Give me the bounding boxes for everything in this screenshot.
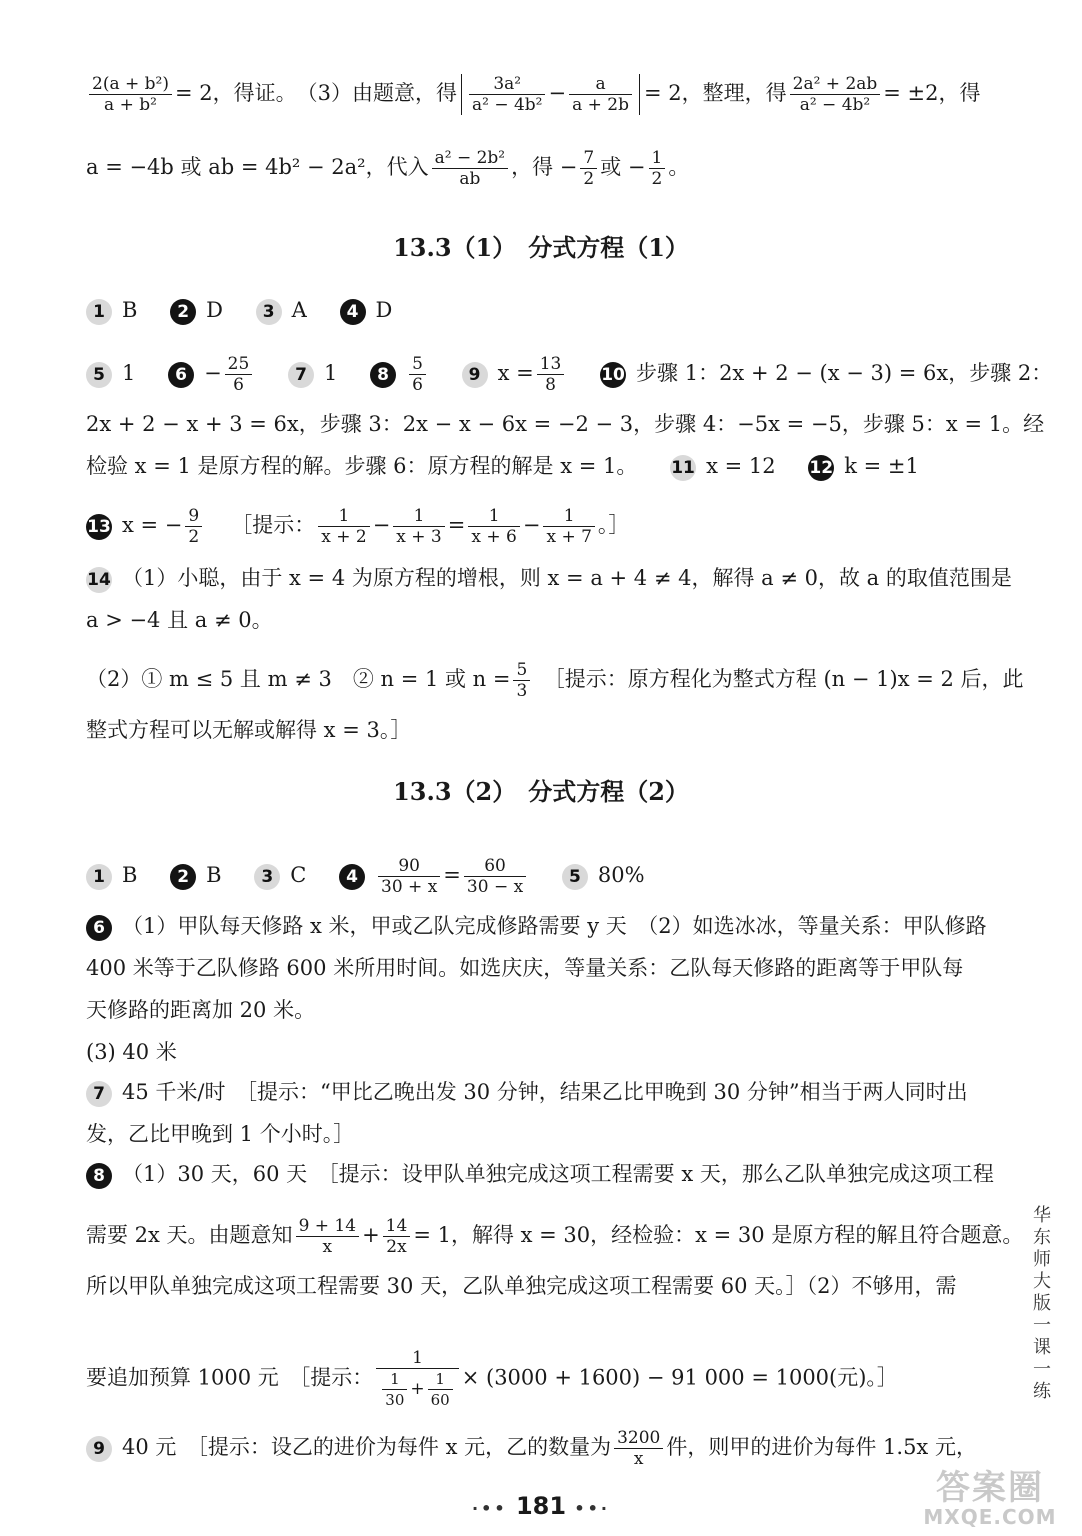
q14-line-3: （2）① m ≤ 5 且 m ≠ 3 ② n = 1 或 n = $\frac{5}{3}$ ［提示：原方程化为整式方程 (n − 1)x = 2 后，此: [86, 660, 1024, 701]
page-number: ·•• 181 ••·: [472, 1492, 610, 1520]
q8-line-3: 所以甲队单独完成这项工程需要 30 天，乙队单独完成这项工程需要 60 天。］（2）不够用，需: [86, 1274, 957, 1298]
complex-fraction: 1 $\frac{1}{30}$ + $\frac{1}{60}$: [376, 1348, 458, 1410]
side-book-label: 华东师大版一课一练: [1033, 1205, 1051, 1402]
fraction: $\frac{\text{2(a + b²)}}{\text{a + b²}}$: [89, 74, 172, 115]
question-badge: 2: [170, 299, 196, 325]
q8-line-4: 要追加预算 1000 元 ［提示： 1 $\frac{1}{30}$ + $\frac{1}{60}$ × (3000 + 1600) − 91 000 = 1000(元)。］: [86, 1348, 898, 1409]
question-badge: 9: [462, 362, 488, 388]
question-badge: 9: [86, 1436, 112, 1462]
question-badge: 13: [86, 514, 112, 540]
section-title-13-3-1: 13.3（1） 分式方程（1）: [393, 233, 689, 262]
q7-line-2: 发，乙比甲晚到 1 个小时。］: [86, 1122, 355, 1146]
top-line-1: $\frac{\text{2(a + b²)}}{\text{a + b²}}$ = 2，得证。 （3）由题意，得 $\frac{\text{3a²}}{\text{a² − 4b²}}$ − $\frac{a}{a + 2b}$ = 2，整理，得 $\frac{\text{2a² + 2ab}}{\text{a² − 4b²}}$ = ±2，得: [86, 74, 1002, 115]
q9-line: 9 40 元 ［提示：设乙的进价为每件 x 元，乙的数量为 $\frac{3200}{x}$ 件，则甲的进价为每件 1.5x 元，: [86, 1428, 1002, 1469]
q14-line-1: 14 （1）小聪，由于 x = 4 为原方程的增根，则 x = a + 4 ≠ 4，解得 a ≠ 0，故 a 的取值范围是: [86, 564, 1002, 593]
section-title-13-3-2: 13.3（2） 分式方程（2）: [393, 777, 689, 806]
q13-line: 13 x = − $\frac{9}{2}$ ［提示： $\frac{1}{x + 2}$ − $\frac{1}{x + 3}$ = $\frac{1}{x + 6}$ − $\frac{1}{x + 7}$ 。］: [87, 506, 630, 547]
question-badge: 14: [86, 567, 112, 593]
absolute-value: $\frac{\text{3a²}}{\text{a² − 4b²}}$ − $\frac{a}{a + 2b}$: [461, 74, 640, 115]
q14-line-2: a > −4 且 a ≠ 0。: [86, 608, 273, 632]
question-badge: 8: [86, 1163, 112, 1189]
q6-line-1: 6 （1）甲队每天修路 x 米，甲或乙队完成修路需要 y 天 （2）如选冰冰，等量关系：甲队修路: [86, 912, 1002, 941]
dots-left: ·••: [472, 1499, 508, 1518]
top-line-2: a = −4b 或 ab = 4b² − 2a²，代入 $\frac{\text{a² − 2b²}}{ab}$ ，得 − $\frac{7}{2}$ 或 − $\frac{1}{2}$ 。: [86, 148, 690, 189]
question-badge: 8: [370, 362, 396, 388]
q14-line-4: 整式方程可以无解或解得 x = 3。］: [86, 718, 412, 742]
question-badge: 1: [86, 864, 112, 890]
question-badge: 4: [339, 864, 365, 890]
answer-row-1-5: 1 B 2 B 3 C 4 $\frac{90}{30 + x}$ = $\frac{60}{30 - x}$ 5 80%: [86, 856, 1002, 897]
question-badge: 10: [600, 362, 626, 388]
question-badge: 11: [670, 455, 696, 481]
q6-line-3: 天修路的距离加 20 米。: [86, 998, 316, 1022]
question-badge: 7: [86, 1081, 112, 1107]
q8-line-1: 8 （1）30 天，60 天 ［提示：设甲队单独完成这项工程需要 x 天，那么乙队单独完成这项工程: [86, 1160, 1002, 1189]
q10-line-2: 2x + 2 − x + 3 = 6x，步骤 3：2x − x − 6x = −2 − 3，步骤 4：−5x = −5，步骤 5：x = 1。经: [86, 412, 1045, 436]
q8-line-2: 需要 2x 天。由题意知 $\frac{9 + 14}{x}$ + $\frac{14}{2x}$ = 1，解得 x = 30，经检验：x = 30 是原方程的解且符合题意。: [86, 1216, 1024, 1257]
q10-line-3: 检验 x = 1 是原方程的解。步骤 6：原方程的解是 x = 1。 11 x = 12 12 k = ±1: [86, 452, 1002, 481]
watermark-logo: 答案圈 MXQE.COM: [923, 1468, 1057, 1529]
q6-line-2: 400 米等于乙队修路 600 米所用时间。如选庆庆，等量关系：乙队每天修路的距离等于甲队每: [86, 956, 964, 980]
question-badge: 4: [340, 299, 366, 325]
question-badge: 3: [256, 299, 282, 325]
question-badge: 5: [562, 864, 588, 890]
dots-right: ••·: [574, 1499, 610, 1518]
answer-row-5-10: 5 1 6 − $\frac{25}{6}$ 7 1 8 $\frac{5}{6}$ 9 x = $\frac{13}{8}$ 10 步骤 1：2x + 2 − (x − 3) = 6x，步骤 2：: [86, 354, 1002, 395]
question-badge: 6: [86, 915, 112, 941]
question-badge: 5: [86, 362, 112, 388]
question-badge: 1: [86, 299, 112, 325]
q7-line-1: 7 45 千米/时 ［提示：“甲比乙晚出发 30 分钟，结果乙比甲晚到 30 分钟”相当于两人同时出: [86, 1078, 1002, 1107]
question-badge: 3: [254, 864, 280, 890]
question-badge: 12: [808, 455, 834, 481]
question-badge: 7: [288, 362, 314, 388]
answer-row-1-4: 1 B 2 D 3 A 4 D: [86, 296, 1002, 325]
question-badge: 2: [170, 864, 196, 890]
question-badge: 6: [168, 362, 194, 388]
q6-line-4: (3) 40 米: [86, 1040, 177, 1064]
